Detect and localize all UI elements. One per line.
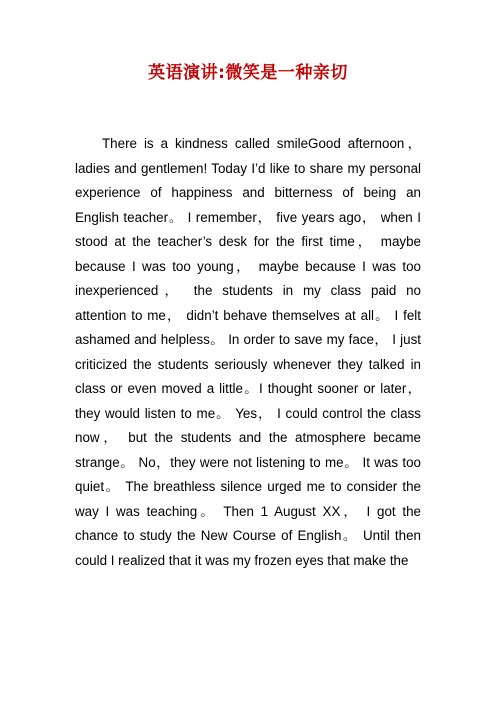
document-title: 英语演讲:微笑是一种亲切: [148, 63, 348, 83]
document-body-paragraph: There is a kindness called smileGood afternoon，ladies and gentlemen! Today I’d like to share my personal experience of happiness and bitterness of being an English teacher。 I remember， five years ago， when I stood at the teacher’s desk for the first time， maybe because I was too young， maybe because I was too inexperienced， the students in my class paid no attention to me， didn’t behave themselves at all。 I felt ashamed and helpless。 In order to save my face， I just criticized the students seriously whenever they talked in class or even moved a little。I thought sooner or later，they would listen to me。 Yes， I could control the class now， but the students and the atmosphere became strange。 No，they were not listening to me。 It was too quiet。 The breathless silence urged me to consider the way I was teaching。 Then 1 August XX， I got the chance to study the New Course of English。 Until then could I realized that it was my frozen eyes that make the: [75, 136, 421, 568]
